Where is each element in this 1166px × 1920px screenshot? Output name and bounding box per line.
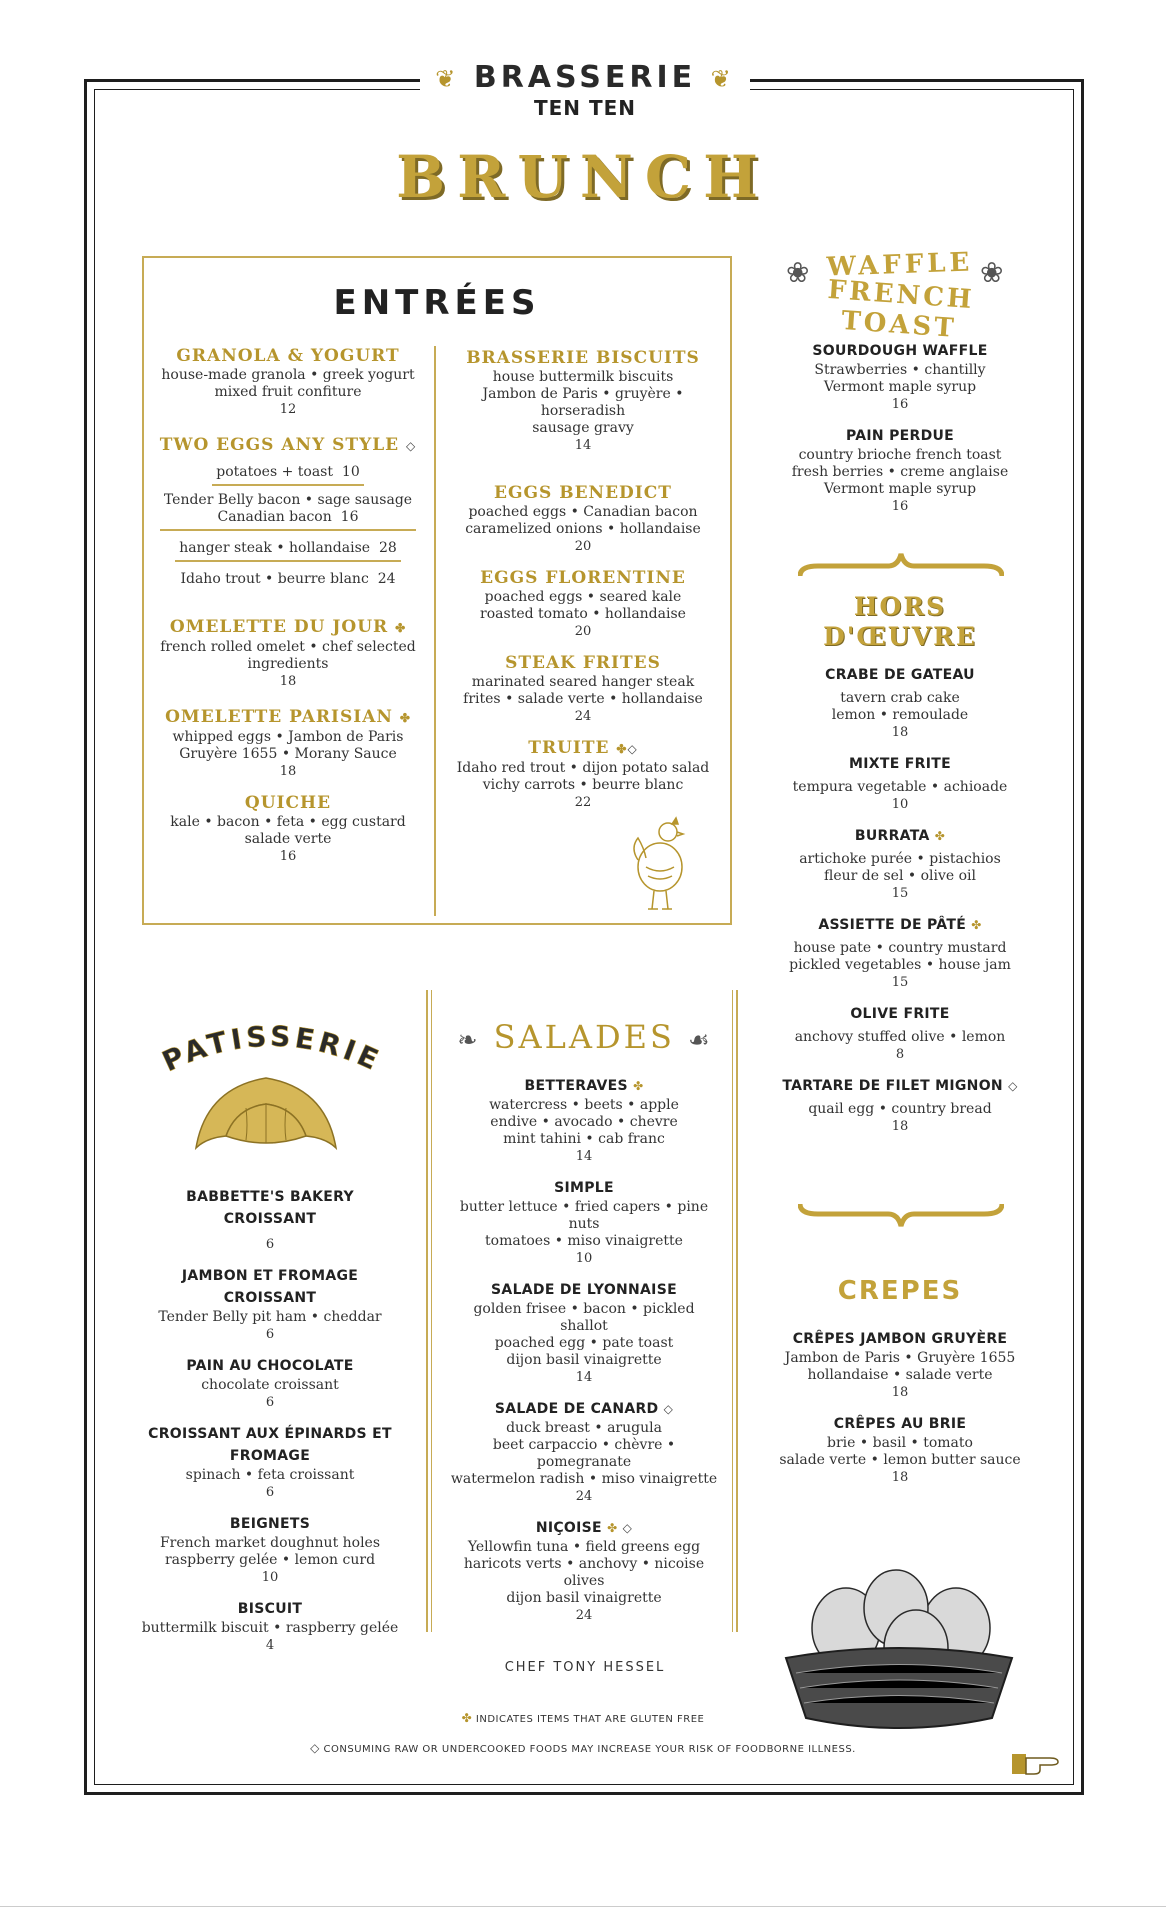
- hen-illustration: [628, 812, 692, 920]
- hors-section: [766, 664, 1034, 1147]
- menu-item: [440, 737, 726, 811]
- menu-item: [766, 664, 1034, 741]
- item-name: SOURDOUGH WAFFLE: [812, 343, 988, 359]
- item-price: 6: [265, 1237, 275, 1252]
- item-desc: french rolled omelet • chef selected: [160, 639, 416, 655]
- gluten-free-note: [300, 1711, 866, 1725]
- gluten-free-icon: ✤: [607, 1521, 618, 1535]
- item-price: 4: [265, 1638, 275, 1653]
- croissant-illustration: [186, 1048, 346, 1168]
- item-desc: Vermont maple syrup: [823, 481, 977, 497]
- item-desc: duck breast • arugula: [506, 1420, 662, 1436]
- item-desc: spinach • feta croissant: [185, 1467, 355, 1483]
- item-desc: kale • bacon • feta • egg custard: [170, 814, 406, 830]
- salades-title-text: SALADES: [493, 1018, 675, 1056]
- salades-section: [448, 1075, 720, 1636]
- item-name: SALADE DE LYONNAISE: [491, 1282, 677, 1298]
- salades-border-left: [426, 990, 432, 1632]
- brand-name: BRASSERIE: [473, 60, 697, 95]
- item-price: 16: [279, 849, 297, 864]
- item-desc: Tender Belly pit ham • cheddar: [158, 1309, 382, 1325]
- menu-item: [448, 1075, 720, 1165]
- menu-item: [440, 347, 726, 454]
- raw-food-warning: [180, 1741, 986, 1755]
- menu-item: [148, 616, 428, 690]
- menu-item: [132, 1598, 408, 1654]
- item-desc: lemon • remoulade: [831, 707, 969, 723]
- entrees-column-right: [440, 347, 726, 823]
- item-desc: anchovy stuffed olive • lemon: [794, 1029, 1006, 1045]
- menu-item: [440, 482, 726, 555]
- item-desc: tavern crab cake: [840, 690, 960, 706]
- item-desc: fleur de sel • olive oil: [824, 868, 976, 884]
- gluten-free-icon: ✤: [934, 829, 946, 843]
- menu-item: [440, 652, 726, 725]
- entrees-column-left: [148, 345, 428, 877]
- item-price: 22: [574, 795, 592, 810]
- item-price: 6: [265, 1485, 275, 1500]
- option-row: [148, 492, 428, 537]
- item-price: 20: [574, 624, 592, 639]
- item-desc: mixed fruit confiture: [214, 384, 362, 400]
- item-name: FROMAGE: [229, 1448, 311, 1464]
- item-name-row: [766, 1075, 1034, 1097]
- page-title: BRUNCH: [396, 143, 770, 211]
- item-desc: house-made granola • greek yogurt: [161, 367, 415, 383]
- patisserie-title-text: PATISSERIE: [157, 1019, 387, 1079]
- item-name: EGGS FLORENTINE: [480, 568, 686, 588]
- item-desc: fresh berries • creme anglaise: [791, 464, 1009, 480]
- wheat-icon: ❦: [435, 65, 460, 93]
- gluten-free-icon: ✤: [633, 1079, 644, 1093]
- item-price: 18: [279, 674, 297, 689]
- item-price: 10: [261, 1570, 279, 1585]
- item-desc: watercress • beets • apple: [489, 1097, 679, 1113]
- berry-icon: ❀: [786, 256, 810, 289]
- menu-item: [448, 1177, 720, 1267]
- item-desc: tempura vegetable • achioade: [792, 779, 1008, 795]
- item-name: JAMBON ET FROMAGE: [181, 1268, 359, 1284]
- item-desc: pickled vegetables • house jam: [789, 957, 1011, 973]
- item-price: 6: [265, 1395, 275, 1410]
- bracket-divider: [798, 550, 1004, 580]
- item-name: QUICHE: [244, 793, 332, 813]
- entrees-divider: [434, 346, 436, 916]
- item-desc: salade verte • lemon butter sauce: [779, 1452, 1021, 1468]
- item-name: STEAK FRITES: [505, 653, 661, 673]
- item-name: CROISSANT AUX ÉPINARDS ET: [148, 1426, 392, 1442]
- gluten-free-icon: ✤: [399, 711, 411, 725]
- item-desc: poached egg • pate toast: [494, 1335, 674, 1351]
- item-name: PAIN AU CHOCOLATE: [186, 1358, 354, 1374]
- menu-item: [766, 1328, 1034, 1401]
- item-name: CRÊPES AU BRIE: [833, 1416, 967, 1432]
- menu-item: [132, 1355, 408, 1411]
- item-name-row: [440, 737, 726, 760]
- option: Idaho trout • beurre blanc 24: [180, 571, 396, 587]
- scroll-ornament-icon: ☙: [688, 1026, 713, 1054]
- item-name-row: [448, 1075, 720, 1097]
- menu-item: [448, 1279, 720, 1386]
- menu-item: [448, 1517, 720, 1624]
- page-edge: [0, 1906, 1166, 1907]
- menu-item: [766, 1075, 1034, 1135]
- item-desc: house pate • country mustard: [793, 940, 1007, 956]
- item-desc: Jambon de Paris • gruyère • horseradish: [482, 386, 684, 419]
- raw-indicator-icon: ◇: [1008, 1079, 1018, 1093]
- item-price: 12: [279, 402, 297, 417]
- item-name-row: [148, 616, 428, 639]
- item-desc: watermelon radish • miso vinaigrette: [450, 1471, 718, 1487]
- option-row: [148, 461, 428, 492]
- hors-title: [766, 592, 1034, 652]
- item-price: 14: [575, 1370, 593, 1385]
- option: potatoes + toast 10: [212, 464, 363, 486]
- item-desc: brie • basil • tomato: [827, 1435, 973, 1451]
- menu-item: [766, 1003, 1034, 1063]
- hors-title-line2: D'ŒUVRE: [823, 622, 977, 651]
- item-price: 20: [574, 539, 592, 554]
- item-price: 16: [891, 499, 909, 514]
- item-desc: Gruyère 1655 • Morany Sauce: [179, 746, 397, 762]
- item-name: EGGS BENEDICT: [494, 483, 672, 503]
- menu-item: [132, 1265, 408, 1343]
- item-price: 8: [895, 1047, 905, 1062]
- menu-item: [148, 345, 428, 418]
- item-name: SIMPLE: [554, 1180, 614, 1196]
- menu-item: [148, 434, 428, 588]
- item-price: 18: [891, 1470, 909, 1485]
- item-desc: marinated seared hanger steak: [471, 674, 695, 690]
- chef-credit: CHEF TONY HESSEL: [504, 1660, 666, 1675]
- waffle-title-line1: WAFFLE: [826, 247, 974, 283]
- menu-item: [132, 1186, 408, 1253]
- menu-item: [440, 567, 726, 640]
- item-name: CRABE DE GATEAU: [825, 667, 975, 683]
- item-desc: Jambon de Paris • Gruyère 1655: [784, 1350, 1016, 1366]
- item-desc: frites • salade verte • hollandaise: [463, 691, 703, 707]
- item-price: 10: [575, 1251, 593, 1266]
- item-name: BRASSERIE BISCUITS: [466, 348, 700, 368]
- item-desc: Vermont maple syrup: [823, 379, 977, 395]
- item-name: BEIGNETS: [229, 1516, 311, 1532]
- item-desc: hollandaise • salade verte: [807, 1367, 993, 1383]
- item-desc: endive • avocado • chevre: [490, 1114, 678, 1130]
- gluten-free-icon: ✤: [616, 742, 628, 756]
- item-desc: French market doughnut holes: [159, 1535, 381, 1551]
- entrees-title: ENTRÉES: [333, 283, 541, 323]
- waffle-section: [766, 340, 1034, 527]
- item-price: 14: [574, 438, 592, 453]
- menu-item: [766, 825, 1034, 902]
- item-price: 15: [891, 886, 909, 901]
- hors-title-line1: HORS: [853, 592, 947, 621]
- item-price: 6: [265, 1327, 275, 1342]
- item-desc: tomatoes • miso vinaigrette: [485, 1233, 683, 1249]
- pointing-hand-icon: [1010, 1750, 1062, 1778]
- item-desc: dijon basil vinaigrette: [506, 1352, 662, 1368]
- item-name-row: [766, 914, 1034, 936]
- menu-item: [132, 1423, 408, 1501]
- crepes-title: CREPES: [837, 1276, 963, 1306]
- option: Tender Belly bacon • sage sausage Canadian bacon 16: [160, 492, 416, 531]
- item-name: TWO EGGS ANY STYLE: [159, 435, 400, 455]
- item-name: BETTERAVES: [524, 1078, 628, 1094]
- item-desc: salade verte: [244, 831, 332, 847]
- gluten-free-icon: ✤: [461, 1711, 473, 1725]
- item-desc: buttermilk biscuit • raspberry gelée: [141, 1620, 399, 1636]
- scroll-ornament-icon: ❧: [457, 1026, 481, 1054]
- wheat-icon: ❦: [710, 65, 735, 93]
- item-desc: raspberry gelée • lemon curd: [164, 1552, 376, 1568]
- item-price: 18: [891, 1385, 909, 1400]
- item-desc: dijon basil vinaigrette: [506, 1590, 662, 1606]
- raw-indicator-icon: ◇: [627, 742, 638, 756]
- item-name: TRUITE: [528, 738, 610, 758]
- item-name: CRÊPES JAMBON GRUYÈRE: [792, 1331, 1008, 1347]
- item-name: OMELETTE PARISIAN: [165, 707, 393, 727]
- waffle-title-line2: FRENCH TOAST: [826, 274, 976, 344]
- item-desc: country brioche french toast: [798, 447, 1002, 463]
- item-price: 24: [574, 709, 592, 724]
- item-name: BISCUIT: [237, 1601, 303, 1617]
- gluten-free-note-text: INDICATES ITEMS THAT ARE GLUTEN FREE: [475, 1714, 705, 1725]
- item-price: 18: [891, 1119, 909, 1134]
- item-desc: artichoke purée • pistachios: [799, 851, 1001, 867]
- item-price: 18: [891, 725, 909, 740]
- item-desc: house buttermilk biscuits: [492, 369, 674, 385]
- patisserie-section: [132, 1186, 408, 1666]
- salades-title: [440, 1018, 730, 1056]
- item-price: 24: [575, 1608, 593, 1623]
- raw-indicator-icon: ◇: [406, 439, 417, 453]
- item-desc: roasted tomato • hollandaise: [480, 606, 686, 622]
- raw-indicator-icon: ◇: [622, 1521, 633, 1535]
- item-desc: chocolate croissant: [201, 1377, 339, 1393]
- item-name: PAIN PERDUE: [845, 428, 955, 444]
- item-desc: ingredients: [247, 656, 329, 672]
- item-price: 14: [575, 1149, 593, 1164]
- item-desc: sausage gravy: [532, 420, 634, 436]
- item-desc: Idaho red trout • dijon potato salad: [456, 760, 710, 776]
- item-name: CROISSANT: [223, 1290, 317, 1306]
- item-name: CROISSANT: [223, 1211, 317, 1227]
- item-name: NIÇOISE: [535, 1520, 602, 1536]
- item-name-row: [148, 434, 428, 457]
- waffle-title: [770, 247, 1030, 344]
- item-name: MIXTE FRITE: [849, 756, 951, 772]
- menu-item: [148, 706, 428, 780]
- item-name-row: [148, 706, 428, 729]
- salades-border-right: [732, 990, 738, 1632]
- menu-item: [766, 914, 1034, 991]
- menu-item: [132, 1513, 408, 1586]
- item-price: 15: [891, 975, 909, 990]
- item-desc: beet carpaccio • chèvre • pomegranate: [492, 1437, 676, 1470]
- option: hanger steak • hollandaise 28: [175, 540, 401, 562]
- gluten-free-icon: ✤: [395, 621, 407, 635]
- item-desc: haricots verts • anchovy • nicoise olives: [463, 1556, 705, 1589]
- menu-item: [448, 1398, 720, 1505]
- item-desc: mint tahini • cab franc: [503, 1131, 665, 1147]
- item-desc: golden frisee • bacon • pickled shallot: [473, 1301, 695, 1334]
- item-desc: Strawberries • chantilly: [814, 362, 986, 378]
- menu-item: [148, 792, 428, 865]
- item-desc: butter lettuce • fried capers • pine nuts: [459, 1199, 709, 1232]
- item-name-row: [766, 825, 1034, 847]
- berry-icon: ❀: [980, 256, 1004, 289]
- item-price: 10: [891, 797, 909, 812]
- item-price: 18: [279, 764, 297, 779]
- item-desc: poached eggs • seared kale: [484, 589, 682, 605]
- raw-indicator-icon: ◇: [310, 1741, 320, 1755]
- item-name-row: [448, 1517, 720, 1539]
- raw-indicator-icon: ◇: [663, 1402, 674, 1416]
- item-name: OMELETTE DU JOUR: [169, 617, 389, 637]
- item-name: BABBETTE'S BAKERY: [186, 1189, 354, 1205]
- item-desc: vichy carrots • beurre blanc: [482, 777, 684, 793]
- item-name-row: [448, 1398, 720, 1420]
- item-price: 16: [891, 397, 909, 412]
- option-row: [148, 537, 428, 568]
- item-desc: caramelized onions • hollandaise: [465, 521, 701, 537]
- item-desc: Yellowfin tuna • field greens egg: [467, 1539, 701, 1555]
- item-name: TARTARE DE FILET MIGNON: [782, 1078, 1003, 1094]
- item-name: OLIVE FRITE: [850, 1006, 950, 1022]
- menu-item: [766, 425, 1034, 515]
- menu-item: [766, 1413, 1034, 1486]
- option-row: [148, 568, 428, 588]
- item-name: BURRATA: [854, 828, 930, 844]
- item-desc: poached eggs • Canadian bacon: [468, 504, 698, 520]
- item-desc: whipped eggs • Jambon de Paris: [172, 729, 404, 745]
- menu-item: [766, 340, 1034, 413]
- menu-item: [766, 753, 1034, 813]
- crepes-section: [766, 1328, 1034, 1498]
- brand-logo: [420, 60, 750, 95]
- item-name: SALADE DE CANARD: [494, 1401, 659, 1417]
- raw-food-warning-text: CONSUMING RAW OR UNDERCOOKED FOODS MAY INCREASE YOUR RISK OF FOODBORNE ILLNESS.: [323, 1744, 856, 1755]
- item-desc: quail egg • country bread: [808, 1101, 992, 1117]
- brand-subname: TEN TEN: [533, 96, 637, 120]
- gluten-free-icon: ✤: [971, 918, 982, 932]
- bracket-divider: [798, 1200, 1004, 1230]
- item-name: ASSIETTE DE PÂTÉ: [818, 917, 967, 933]
- item-name: GRANOLA & YOGURT: [176, 346, 400, 366]
- item-price: 24: [575, 1489, 593, 1504]
